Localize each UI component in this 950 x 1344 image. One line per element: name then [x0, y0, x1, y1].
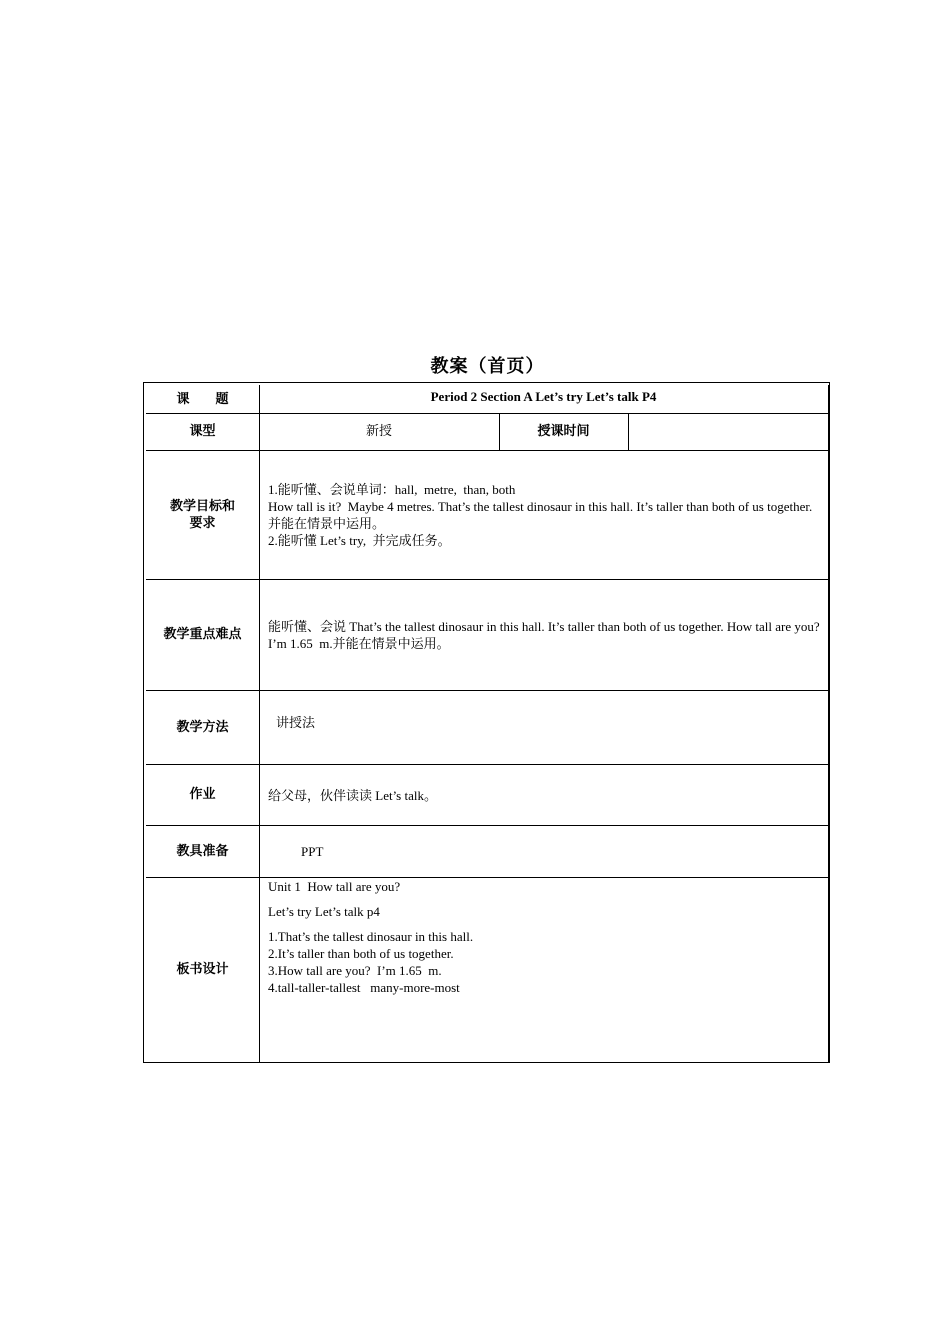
board-line-1: 1.That’s the tallest dinosaur in this hall.: [268, 929, 474, 944]
key-points-content-cell: [259, 579, 829, 691]
goals-label-cell: [146, 450, 260, 580]
materials-value: PPT: [301, 844, 324, 859]
goals-line-1: 1.能听懂、会说单词：hall, metre, than, both: [268, 482, 516, 497]
key-points-label: 教学重点难点: [163, 627, 242, 642]
board-content-cell: [259, 877, 829, 1062]
goals-content-cell: [259, 450, 829, 580]
type-value: 新授: [365, 424, 392, 439]
method-label-cell: [146, 690, 260, 765]
homework-value: 给父母，伙伴读读 Let’s talk。: [268, 788, 437, 803]
type-label: 课型: [189, 424, 216, 439]
board-line-4: 4.tall-taller-tallest many-more-most: [268, 980, 460, 995]
time-label: 授课时间: [537, 424, 590, 439]
key-points-text: 能听懂、会说 That’s the tallest dinosaur in this hall. It’s taller than both of us together. How tall are you? I’m 1.65 m.并能在情景中运用。: [268, 619, 823, 651]
method-content-cell: [259, 690, 829, 765]
type-label-cell: [146, 413, 260, 451]
homework-content-cell: [259, 764, 829, 826]
goals-line-2: How tall is it? Maybe 4 metres. That’s the tallest dinosaur in this hall. It’s taller than both of us together.并能在情景中运用。: [268, 499, 813, 531]
type-value-cell: [259, 413, 500, 451]
time-value-cell: [628, 413, 829, 451]
board-heading-2: Let’s try Let’s talk p4: [268, 904, 380, 919]
board-heading-1: Unit 1 How tall are you?: [268, 879, 401, 894]
topic-label: 课 题: [176, 391, 229, 407]
time-label-cell: [499, 413, 629, 451]
key-points-label-cell: [146, 579, 260, 691]
board-line-3: 3.How tall are you? I’m 1.65 m.: [268, 963, 442, 978]
method-value: 讲授法: [276, 715, 316, 730]
homework-label-cell: [146, 764, 260, 826]
document-title: 教案（首页）: [430, 356, 545, 377]
goals-line-3: 2.能听懂 Let’s try, 并完成任务。: [268, 533, 451, 548]
board-label: 板书设计: [176, 962, 229, 977]
lesson-plan-table: [143, 382, 830, 1063]
materials-content-cell: [259, 825, 829, 878]
method-label: 教学方法: [176, 719, 229, 735]
materials-label: 教具准备: [176, 843, 229, 859]
homework-label: 作业: [189, 787, 216, 802]
board-line-2: 2.It’s taller than both of us together.: [268, 946, 454, 961]
materials-label-cell: [146, 825, 260, 878]
topic-value-cell: [259, 385, 829, 414]
topic-value: Period 2 Section A Let’s try Let’s talk P4: [430, 389, 657, 404]
goals-label: 教学目标和要求: [169, 498, 235, 531]
topic-label-cell: [146, 385, 260, 414]
board-label-cell: [146, 877, 260, 1062]
